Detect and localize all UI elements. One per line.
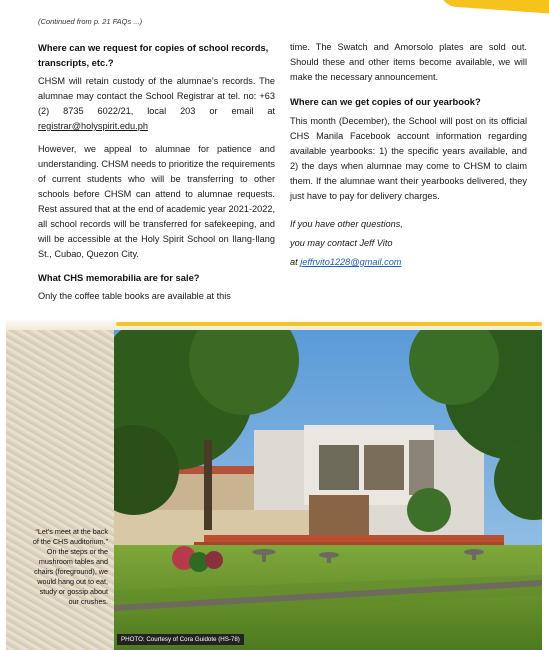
photo-credit: PHOTO: Courtesy of Cora Guidote (HS-78) (117, 634, 244, 645)
answer-patience: However, we appeal to alumnae for patience and understanding. CHSM needs to prioritize the requirements of current students who will be transferring to other schools before CHSM can attend to alumnae requests. Rest assured that at the end of academic year 2021-2022, all school records will be transferred for safekeeping, and will be accessible at the Holy Spirit School on Ilang-Ilang St., Cubao, Quezon City. (38, 144, 275, 259)
closing-line-2: you may contact Jeff Vito (290, 238, 393, 248)
closing-at: at (290, 257, 301, 267)
decorative-swoosh (440, 0, 549, 14)
left-column (38, 40, 275, 304)
answer-records (38, 74, 275, 134)
question-memorabilia: What CHS memorabilia are for sale? (38, 272, 200, 283)
answer-yearbook: This month (December), the School will post on its official CHS Manila Facebook account information regarding available yearbooks: 1) the specific years available, and 2) the days when alumnae may come to CHSM to claim them. If the alumnae want their yearbooks delivered, they just have to pay for delivery charges. (290, 116, 527, 201)
registrar-email-link[interactable]: registrar@holyspirit.edu.ph (38, 121, 148, 131)
answer-records-text: CHSM will retain custody of the alumnae's records. The alumnae may contact the School Registrar at tel. no: +63 (2) 8735 6022/21, local 203 or email at (38, 76, 275, 116)
photo-caption: “Let's meet at the back of the CHS auditorium.” On the steps or the mushroom tables and chairs (foreground), we would hang out to eat, study or gossip about our crushes. (32, 527, 108, 606)
answer-memorabilia: Only the coffee table books are available at this (38, 291, 231, 301)
right-column (290, 40, 527, 272)
question-yearbook: Where can we get copies of our yearbook? (290, 96, 481, 107)
contact-email-link[interactable]: jeffrvito1228@gmail.com (300, 257, 402, 267)
yellow-rule (116, 322, 542, 326)
question-records: Where can we request for copies of school records, transcripts, etc.? (38, 42, 269, 68)
auditorium-photo (114, 330, 542, 650)
closing-line-1: If you have other questions, (290, 219, 403, 229)
closing-line-3 (290, 253, 527, 272)
continued-note: (Continued from p. 21 FAQs ...) (38, 17, 143, 26)
answer-memorabilia-cont: time. The Swatch and Amorsolo plates are sold out. Should these and other items become available, we will make the necessary announcement. (290, 42, 527, 82)
